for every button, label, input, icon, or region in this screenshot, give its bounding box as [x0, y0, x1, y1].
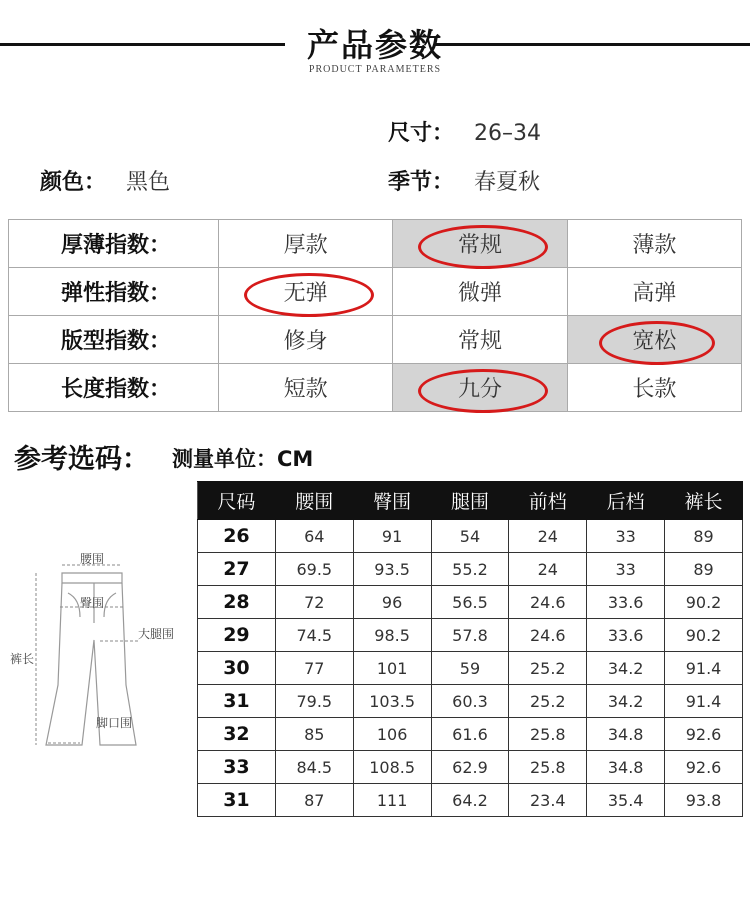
size-cell: 30 [198, 652, 276, 685]
page-subtitle: PRODUCT PARAMETERS [308, 64, 442, 75]
spec-color-value: 黑色 [126, 170, 171, 195]
measurement-cell: 91 [353, 520, 431, 553]
measurement-cell: 69.5 [275, 553, 353, 586]
index-option: 厚款 [219, 220, 393, 268]
column-header: 臀围 [353, 482, 431, 520]
page-title: 产品参数 [306, 26, 443, 64]
pants-measurement-diagram [10, 545, 200, 760]
measurement-cell: 93.8 [665, 784, 743, 817]
size-table-body [198, 520, 743, 817]
spec-color [40, 165, 170, 196]
diagram-label-hem: 脚口围 [96, 716, 133, 730]
measurement-cell: 59 [431, 652, 509, 685]
measurement-cell: 25.8 [509, 751, 587, 784]
column-header: 尺码 [198, 482, 276, 520]
measurement-cell: 23.4 [509, 784, 587, 817]
index-row-thickness [9, 220, 742, 268]
measurement-cell: 24.6 [509, 586, 587, 619]
table-row [198, 718, 743, 751]
measurement-cell: 91.4 [665, 685, 743, 718]
size-cell: 33 [198, 751, 276, 784]
measurement-cell: 34.8 [587, 718, 665, 751]
index-option: 短款 [219, 364, 393, 412]
measurement-cell: 24 [509, 520, 587, 553]
measurement-cell: 106 [353, 718, 431, 751]
measurement-cell: 25.8 [509, 718, 587, 751]
size-cell: 31 [198, 685, 276, 718]
measurement-cell: 108.5 [353, 751, 431, 784]
measurement-cell: 54 [431, 520, 509, 553]
index-option: 薄款 [567, 220, 741, 268]
size-table-header [198, 482, 743, 520]
index-option: 常规 [393, 316, 567, 364]
measurement-cell: 98.5 [353, 619, 431, 652]
size-cell: 27 [198, 553, 276, 586]
measurement-unit: 测量单位：CM [172, 447, 314, 471]
index-option-selected: 无弹 [219, 268, 393, 316]
index-option: 微弹 [393, 268, 567, 316]
table-row [198, 619, 743, 652]
table-row [198, 784, 743, 817]
measurement-cell: 85 [275, 718, 353, 751]
column-header: 前档 [509, 482, 587, 520]
measurement-cell: 62.9 [431, 751, 509, 784]
spec-size [388, 116, 541, 147]
spec-size-value: 26–34 [474, 121, 542, 146]
spec-season-label: 季节： [388, 170, 455, 195]
measurement-cell: 101 [353, 652, 431, 685]
diagram-label-hip: 臀围 [80, 596, 105, 610]
measurement-cell: 91.4 [665, 652, 743, 685]
index-option-selected: 常规 [393, 220, 567, 268]
index-label: 版型指数： [9, 316, 219, 364]
measurement-cell: 72 [275, 586, 353, 619]
measurement-cell: 64 [275, 520, 353, 553]
table-row [198, 553, 743, 586]
measurement-cell: 89 [665, 553, 743, 586]
table-row [198, 586, 743, 619]
measurement-cell: 93.5 [353, 553, 431, 586]
index-label: 厚薄指数： [9, 220, 219, 268]
measurement-cell: 64.2 [431, 784, 509, 817]
index-option: 高弹 [567, 268, 741, 316]
spec-size-label: 尺寸： [388, 121, 455, 146]
measurement-cell: 96 [353, 586, 431, 619]
measurement-cell: 89 [665, 520, 743, 553]
index-row-fit [9, 316, 742, 364]
measurement-cell: 60.3 [431, 685, 509, 718]
diagram-label-length: 裤长 [10, 652, 35, 666]
measurement-cell: 77 [275, 652, 353, 685]
measurement-cell: 34.2 [587, 685, 665, 718]
measurement-cell: 25.2 [509, 652, 587, 685]
index-label: 长度指数： [9, 364, 219, 412]
measurement-cell: 33.6 [587, 586, 665, 619]
measurement-cell: 74.5 [275, 619, 353, 652]
measurement-cell: 56.5 [431, 586, 509, 619]
measurement-cell: 90.2 [665, 586, 743, 619]
measurement-cell: 87 [275, 784, 353, 817]
index-option: 修身 [219, 316, 393, 364]
spec-color-label: 颜色： [40, 170, 107, 195]
measurement-cell: 92.6 [665, 718, 743, 751]
spec-season-value: 春夏秋 [474, 170, 541, 195]
measurement-cell: 79.5 [275, 685, 353, 718]
measurement-cell: 61.6 [431, 718, 509, 751]
measurement-cell: 84.5 [275, 751, 353, 784]
index-table [8, 219, 742, 412]
measurement-cell: 92.6 [665, 751, 743, 784]
table-row [198, 652, 743, 685]
measurement-cell: 35.4 [587, 784, 665, 817]
table-row [198, 685, 743, 718]
column-header: 腰围 [275, 482, 353, 520]
size-cell: 26 [198, 520, 276, 553]
reference-title: 参考选码： [14, 444, 149, 475]
measurement-cell: 111 [353, 784, 431, 817]
measurement-cell: 55.2 [431, 553, 509, 586]
size-table [197, 481, 743, 817]
measurement-cell: 57.8 [431, 619, 509, 652]
diagram-label-waist: 腰围 [80, 552, 105, 566]
measurement-cell: 25.2 [509, 685, 587, 718]
diagram-label-thigh: 大腿围 [138, 627, 175, 641]
index-row-elasticity [9, 268, 742, 316]
index-option-selected: 宽松 [567, 316, 741, 364]
index-label: 弹性指数： [9, 268, 219, 316]
measurement-cell: 33 [587, 553, 665, 586]
column-header: 裤长 [665, 482, 743, 520]
table-row [198, 520, 743, 553]
measurement-cell: 24 [509, 553, 587, 586]
index-row-length [9, 364, 742, 412]
measurement-cell: 34.2 [587, 652, 665, 685]
column-header: 后档 [587, 482, 665, 520]
header-rule-right [435, 43, 750, 46]
header-rule-left [0, 43, 285, 46]
size-cell: 32 [198, 718, 276, 751]
table-row [198, 751, 743, 784]
size-cell: 28 [198, 586, 276, 619]
column-header: 腿围 [431, 482, 509, 520]
measurement-cell: 24.6 [509, 619, 587, 652]
measurement-cell: 34.8 [587, 751, 665, 784]
measurement-cell: 90.2 [665, 619, 743, 652]
size-cell: 31 [198, 784, 276, 817]
size-cell: 29 [198, 619, 276, 652]
spec-season [388, 165, 540, 196]
measurement-cell: 103.5 [353, 685, 431, 718]
measurement-cell: 33.6 [587, 619, 665, 652]
measurement-cell: 33 [587, 520, 665, 553]
index-option-selected: 九分 [393, 364, 567, 412]
index-option: 长款 [567, 364, 741, 412]
